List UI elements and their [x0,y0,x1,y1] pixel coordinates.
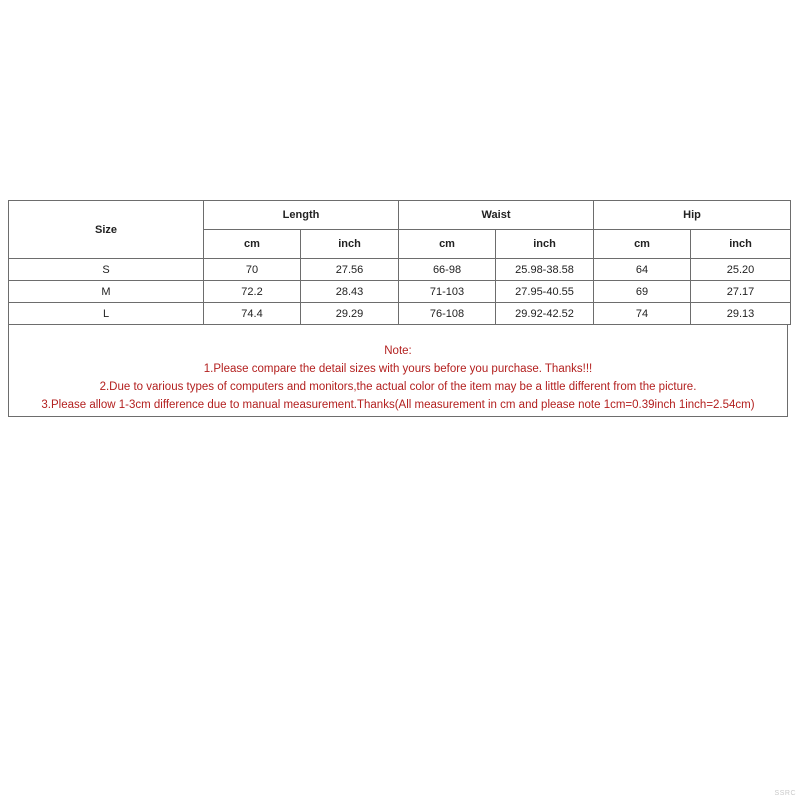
size-chart [8,200,790,417]
table-cell: 76-108 [399,303,496,325]
watermark-text: SSRC [774,790,796,797]
table-cell: 27.56 [301,259,399,281]
note-line-1: 1.Please compare the detail sizes with yours before you purchase. Thanks!!! [203,363,593,375]
table-cell: 29.92-42.52 [496,303,594,325]
note-line-3: 3.Please allow 1-3cm difference due to manual measurement.Thanks(All measurement in cm and please note 1cm=0.39inch 1inch=2.54cm) [41,399,755,411]
unit-header: inch [496,230,594,259]
unit-header: inch [691,230,791,259]
group-header-waist: Waist [399,201,594,230]
table-cell: 71-103 [399,281,496,303]
table-cell: 25.20 [691,259,791,281]
table-cell: 64 [594,259,691,281]
table-cell: 70 [204,259,301,281]
unit-header: cm [399,230,496,259]
table-cell: 27.17 [691,281,791,303]
size-table [8,200,791,325]
table-cell: 74.4 [204,303,301,325]
group-header-length: Length [204,201,399,230]
unit-header: cm [594,230,691,259]
table-cell: 28.43 [301,281,399,303]
size-cell: L [9,303,204,325]
table-row [9,281,791,303]
table-cell: 74 [594,303,691,325]
table-cell: 66-98 [399,259,496,281]
table-cell: 27.95-40.55 [496,281,594,303]
size-cell: S [9,259,204,281]
note-line-2: 2.Due to various types of computers and monitors,the actual color of the item may be a little different from the picture. [99,381,697,393]
unit-header: cm [204,230,301,259]
table-cell: 25.98-38.58 [496,259,594,281]
table-cell: 72.2 [204,281,301,303]
table-cell: 29.29 [301,303,399,325]
notes-title: Note: [384,345,412,357]
size-header: Size [9,201,204,259]
notes-section [8,325,788,417]
unit-header: inch [301,230,399,259]
table-row [9,259,791,281]
table-row [9,303,791,325]
group-header-hip: Hip [594,201,791,230]
size-cell: M [9,281,204,303]
table-cell: 69 [594,281,691,303]
table-cell: 29.13 [691,303,791,325]
